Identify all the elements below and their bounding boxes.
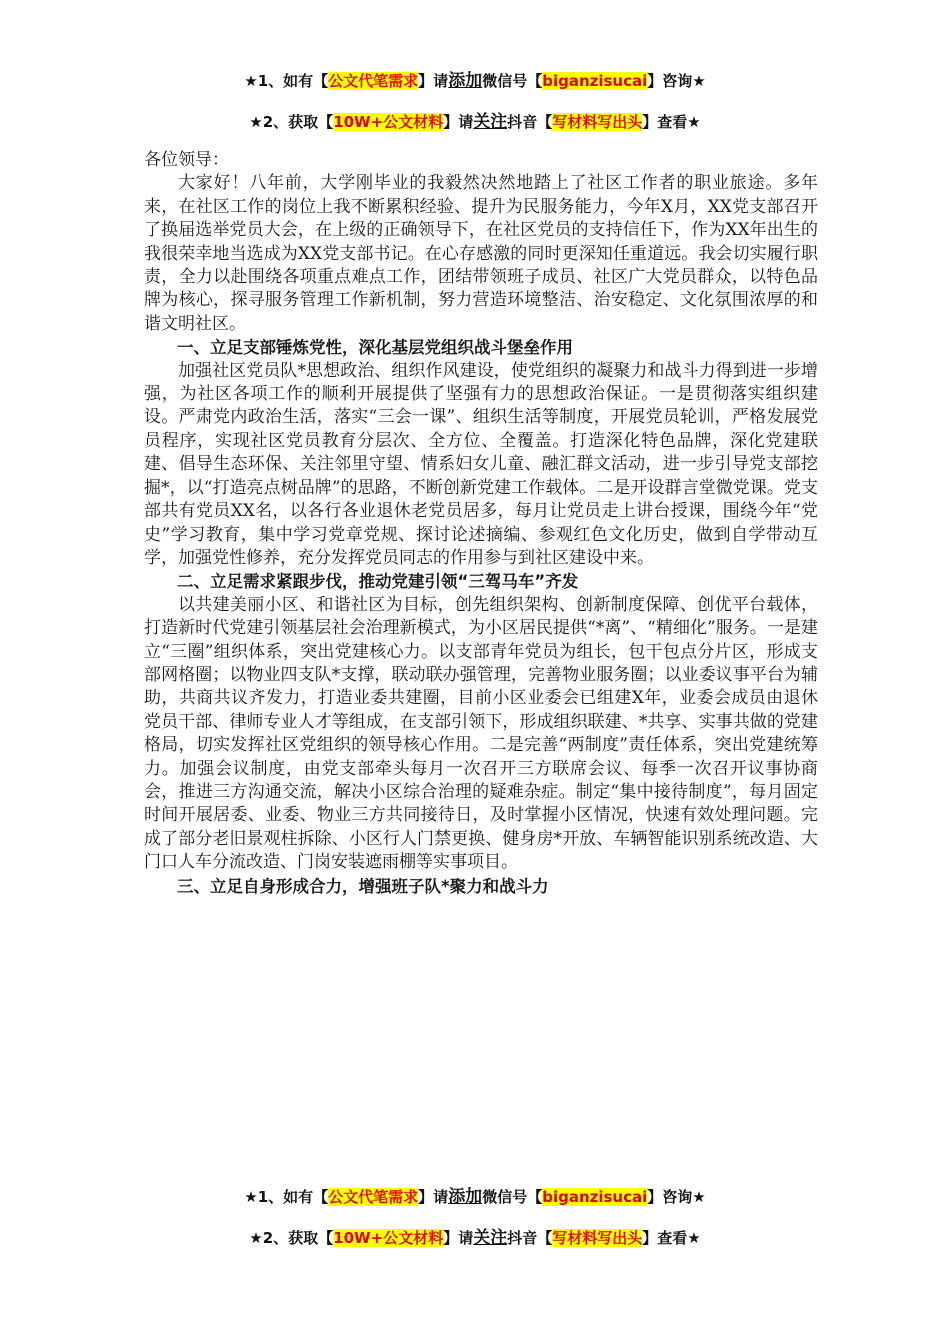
banner-suffix: 】查看★: [642, 1229, 701, 1247]
promo-banner-footer-line-2: [0, 1227, 950, 1249]
banner-highlight-douyin-id: 写材料写出头: [552, 113, 643, 131]
banner-emphasis: 添加: [448, 71, 483, 91]
banner-text: 】请: [443, 1229, 474, 1247]
banner-suffix: 】咨询★: [647, 72, 706, 90]
banner-emphasis: 添加: [448, 1187, 483, 1207]
salutation: 各位领导：: [144, 150, 229, 170]
banner-emphasis: 关注: [473, 112, 508, 132]
intro-paragraph: 大家好！八年前，大学刚毕业的我毅然决然地踏上了社区工作者的职业旅途。多年来，在社区工作的岗位上我不断累积经验、提升为民服务能力，今年X月，XX党支部召开了换届选举党员大会，在上级的正确领导下，在社区党员的支持信任下，作为XX年出生的我很荣幸地当选成为XX党支部书记。在心存感激的同时更深知任重道远。我会切实履行职责，全力以赴围绕各项重点难点工作，团结带领班子成员、社区广大党员群众，以特色品牌为核心，探寻服务管理工作新机制，努力营造环境整洁、治安稳定、文化氛围浓厚的和谐文明社区。: [144, 173, 818, 334]
banner-prefix: ★2、获取【: [249, 113, 334, 131]
banner-highlight: 10W+公文材料: [333, 113, 444, 131]
banner-emphasis: 关注: [473, 1228, 508, 1248]
promo-banner-footer-line-1: [0, 1186, 950, 1208]
promo-banner-line-2: [0, 111, 950, 133]
banner-highlight-wechat-id: biganzisucai: [542, 72, 648, 90]
section-paragraph-1: 加强社区党员队*思想政治、组织作风建设，使党组织的凝聚力和战斗力得到进一步增强，为社区各项工作的顺利开展提供了坚强有力的思想政治保证。一是贯彻落实组织建设。严肃党内政治生活，落实“三会一课”、组织生活等制度，开展党员轮训，严格发展党员程序，实现社区党员教育分层次、全方位、全覆盖。打造深化特色品牌，深化党建联建、倡导生态环保、关注邻里守望、情系妇女儿童、融汇群文活动，进一步引导党支部挖掘*，以“打造亮点树品牌”的思路，不断创新党建工作载体。二是开设群言堂微党课。党支部共有党员XX名，以各行各业退休老党员居多，每月让党员走上讲台授课，围绕今年“党史”学习教育，集中学习党章党规、探讨论述摘编、参观红色文化历史，做到自学带动互学，加强党性修养，充分发挥党员同志的作用参与到社区建设中来。: [144, 360, 818, 568]
banner-highlight: 10W+公文材料: [333, 1229, 444, 1247]
document-body: [144, 149, 818, 898]
banner-prefix: ★1、如有【: [244, 1188, 329, 1206]
banner-text: 微信号【: [482, 1188, 543, 1206]
promo-banner-line-1: [0, 70, 950, 92]
section-heading-3: 三、立足自身形成合力，增强班子队*聚力和战斗力: [177, 876, 549, 896]
section-heading-2: 二、立足需求紧跟步伐，推动党建引领“三驾马车”齐发: [177, 572, 579, 592]
banner-highlight: 公文代笔需求: [328, 72, 419, 90]
banner-prefix: ★1、如有【: [244, 72, 329, 90]
banner-text: 】请: [418, 1188, 449, 1206]
banner-text: 】请: [443, 113, 474, 131]
banner-suffix: 】咨询★: [647, 1188, 706, 1206]
banner-text: 抖音【: [507, 113, 553, 131]
banner-highlight-wechat-id: biganzisucai: [542, 1188, 648, 1206]
banner-highlight-douyin-id: 写材料写出头: [552, 1229, 643, 1247]
banner-text: 微信号【: [482, 72, 543, 90]
banner-text: 】请: [418, 72, 449, 90]
banner-suffix: 】查看★: [642, 113, 701, 131]
banner-text: 抖音【: [507, 1229, 553, 1247]
section-paragraph-2: 以共建美丽小区、和谐社区为目标，创先组织架构、创新制度保障、创优平台载体，打造新时代党建引领基层社会治理新模式，为小区居民提供“*离”、“精细化”服务。一是建立“三圈”组织体系，突出党建核心力。以支部青年党员为组长，包干包点分片区，形成支部网格圈；以物业四支队*支撑，联动联办强管理，完善物业服务圈；以业委议事平台为辅助，共商共议齐发力，打造业委共建圈，目前小区业委会已组建X年，业委会成员由退休党员干部、律师专业人才等组成，在支部引领下，形成组织联建、*共享、实事共做的党建格局，切实发挥社区党组织的领导核心作用。二是完善“两制度”责任体系，突出党建统筹力。加强会议制度，由党支部牵头每月一次召开三方联席会议、每季一次召开议事协商会，推进三方沟通交流，解决小区综合治理的疑难杂症。制定“集中接待制度”，每月固定时间开展居委、业委、物业三方共同接待日，及时掌握小区情况，快速有效处理问题。完成了部分老旧景观柱拆除、小区行人门禁更换、健身房*开放、车辆智能识别系统改造、大门口人车分流改造、门岗安装遮雨棚等实事项目。: [144, 594, 818, 873]
banner-prefix: ★2、获取【: [249, 1229, 334, 1247]
banner-highlight: 公文代笔需求: [328, 1188, 419, 1206]
section-heading-1: 一、立足支部锤炼党性，深化基层党组织战斗堡垒作用: [177, 338, 573, 358]
